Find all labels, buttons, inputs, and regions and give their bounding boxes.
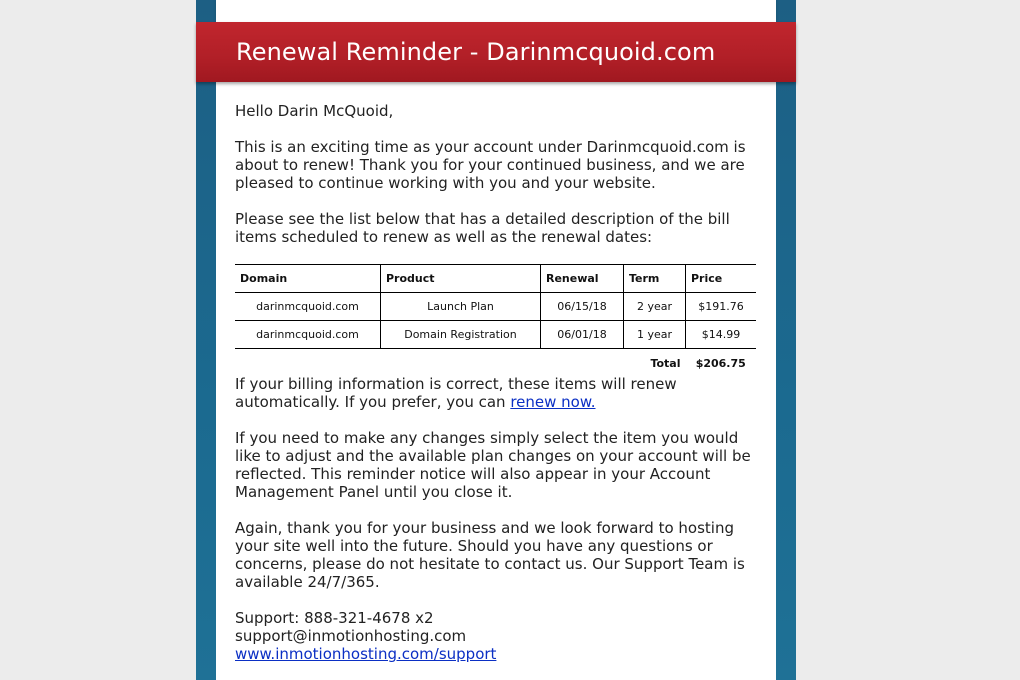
cell-product: Domain Registration [381, 321, 541, 349]
cell-renewal: 06/01/18 [541, 321, 624, 349]
support-link[interactable]: www.inmotionhosting.com/support [235, 645, 497, 663]
cell-domain: darinmcquoid.com [235, 321, 381, 349]
support-phone: Support: 888-321-4678 x2 [235, 609, 434, 627]
cell-term: 2 year [624, 293, 686, 321]
cell-price: $191.76 [686, 293, 757, 321]
greeting: Hello Darin McQuoid, [235, 102, 394, 120]
list-intro-paragraph: Please see the list below that has a detailed description of the bill items scheduled to renew as well as the renewal dates: [235, 210, 730, 246]
previous-message-edge [216, 0, 776, 22]
changes-paragraph: If you need to make any changes simply select the item you would like to adjust and the available plan changes on your account will be reflected. This reminder notice will also appear in your Account Management Panel until you close it. [235, 429, 751, 501]
column-header-price: Price [686, 265, 757, 293]
cell-product: Launch Plan [381, 293, 541, 321]
billing-text: If your billing information is correct, these items will renew automatically. If you prefer, you can [235, 375, 677, 411]
cell-term: 1 year [624, 321, 686, 349]
table-row [235, 321, 756, 349]
cell-renewal: 06/15/18 [541, 293, 624, 321]
total-row [235, 349, 756, 378]
support-email: support@inmotionhosting.com [235, 627, 467, 645]
column-header-product: Product [381, 265, 541, 293]
column-header-renewal: Renewal [541, 265, 624, 293]
column-header-term: Term [624, 265, 686, 293]
intro-paragraph: This is an exciting time as your account under Darinmcquoid.com is about to renew! Thank you for your continued business, and we are pleased to continue working with you and your website. [235, 138, 746, 192]
total-label: Total [650, 357, 681, 370]
cell-price: $14.99 [686, 321, 757, 349]
renew-now-link[interactable]: renew now. [510, 393, 596, 411]
table-header-row [235, 265, 756, 293]
renewal-items-table [235, 264, 756, 377]
message-content [235, 102, 760, 663]
table-row [235, 293, 756, 321]
email-title: Renewal Reminder - Darinmcquoid.com [236, 38, 716, 66]
header-banner [196, 22, 796, 82]
cell-domain: darinmcquoid.com [235, 293, 381, 321]
total-value: $206.75 [695, 357, 746, 370]
column-header-domain: Domain [235, 265, 381, 293]
thanks-paragraph: Again, thank you for your business and we look forward to hosting your site well into the future. Should you have any questions or concerns, please do not hesitate to contact us. Our Support Team is available 24/7/365. [235, 519, 745, 591]
billing-paragraph [235, 375, 760, 411]
support-contact [235, 609, 760, 663]
email-body [216, 82, 776, 680]
